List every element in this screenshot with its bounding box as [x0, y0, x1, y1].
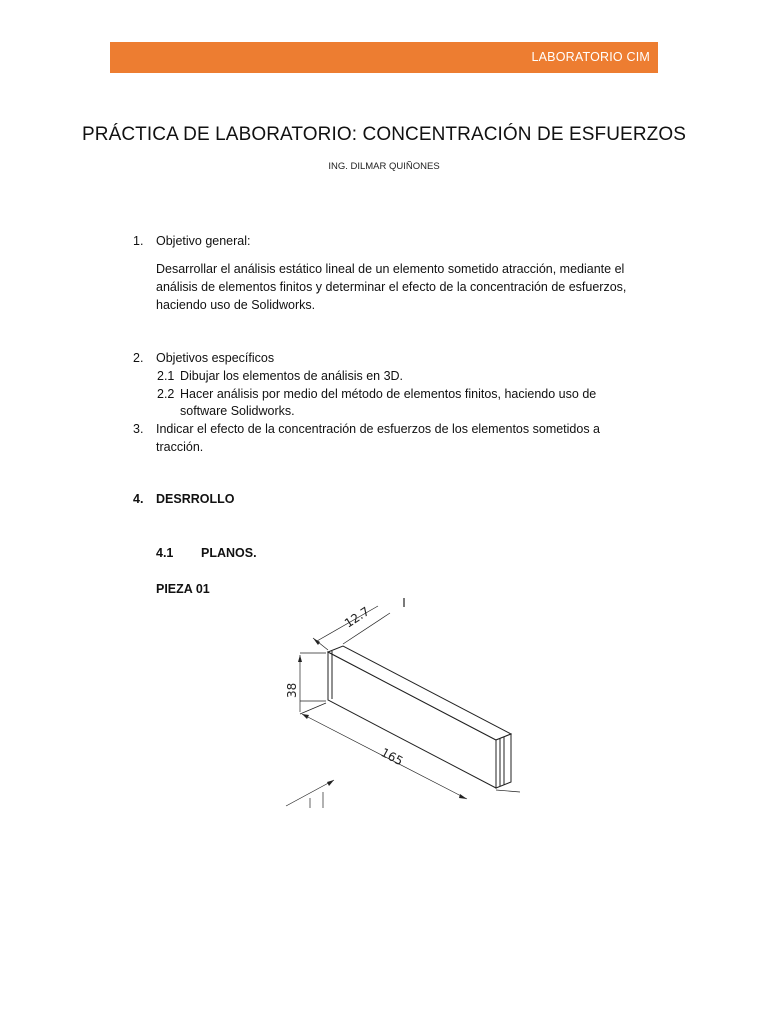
arrow-head	[298, 655, 302, 662]
dimension-length-label: 165	[378, 745, 406, 769]
section2-item-continuation: software Solidworks.	[180, 404, 295, 418]
dimension-height-label: 38	[285, 682, 299, 698]
section1-heading: Objetivo general:	[156, 234, 251, 248]
section4-number: 4.	[133, 492, 144, 506]
section3-number: 3.	[133, 422, 144, 436]
section3-line2: tracción.	[156, 440, 204, 454]
section2-item-number: 2.2	[157, 387, 175, 401]
header-bar	[110, 42, 658, 73]
piece-label: PIEZA 01	[156, 582, 210, 596]
dimension-thickness-label: 12.7	[342, 604, 373, 631]
arrow-head	[302, 714, 309, 719]
section1-paragraph: Desarrollar el análisis estático lineal de un elemento sometido atracción, mediante el análisis de elementos finitos y determinar el efecto de la concentración de esfuerzos, haciendo uso de Solidworks.	[156, 262, 627, 312]
arrow-head	[459, 794, 467, 799]
section1-number: 1.	[133, 234, 144, 248]
section2-heading: Objetivos específicos	[156, 351, 275, 365]
section2-item-text: Dibujar los elementos de análisis en 3D.	[180, 369, 404, 383]
section2-item-text: Hacer análisis por medio del método de elementos finitos, haciendo uso de	[180, 387, 597, 401]
section2-number: 2.	[133, 351, 144, 365]
section2-item-number: 2.1	[157, 369, 175, 383]
section4-sub-number: 4.1	[156, 546, 174, 560]
arrow-head	[327, 780, 334, 786]
header-label: LABORATORIO CIM	[531, 50, 650, 64]
section4-heading: DESRROLLO	[156, 492, 235, 506]
arrow-head	[313, 638, 320, 645]
isometric-bar-drawing	[270, 590, 540, 810]
section3-line1: Indicar el efecto de la concentración de esfuerzos de los elementos sometidos a	[156, 422, 601, 436]
document-author: ING. DILMAR QUIÑONES	[328, 161, 440, 172]
document-title: PRÁCTICA DE LABORATORIO: CONCENTRACIÓN DE ESFUERZOS	[81, 124, 687, 145]
section4-sub-heading: PLANOS.	[201, 546, 257, 560]
